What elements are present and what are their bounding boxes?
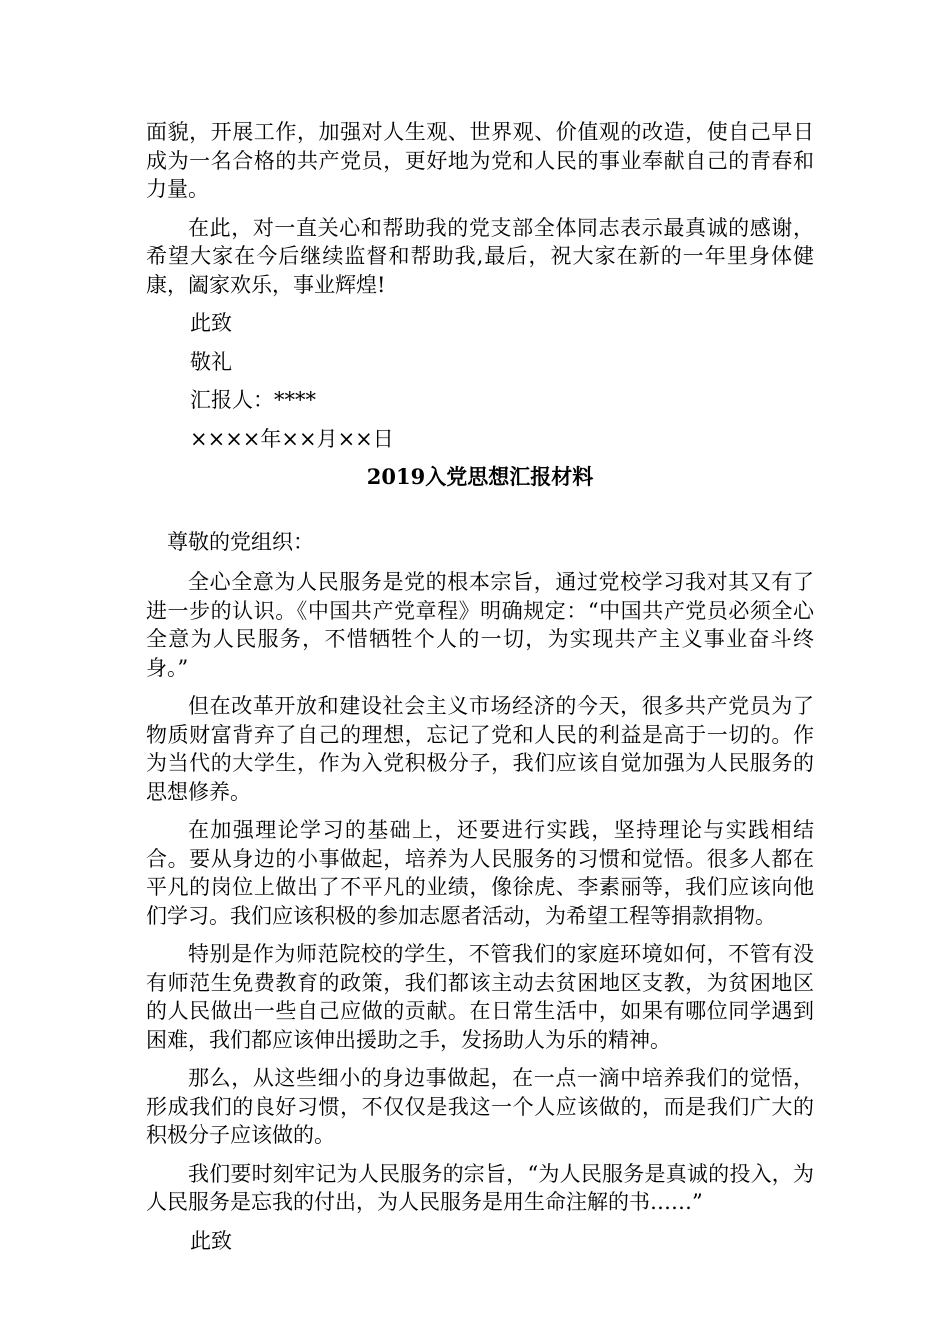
body-paragraph: 特别是作为师范院校的学生，不管我们的家庭环境如何，不管有没有师范生免费教育的政策，我们都该主动去贫困地区支教，为贫困地区的人民做出一些自己应做的贡献。在日常生活中，如果有哪位同学遇到困难，我们都应该伸出援助之手，发扬助人为乐的精神。: [146, 942, 814, 1052]
closing-cizhi: 此致: [190, 311, 232, 335]
report-title: 2019入党思想汇报材料: [366, 464, 594, 489]
closing-cizhi-2: 此致: [190, 1228, 232, 1253]
reporter-line: 汇报人：****: [190, 388, 316, 412]
body-paragraph: 全心全意为人民服务是党的根本宗旨，通过党校学习我对其又有了进一步的认识。《中国共产党章程》明确规定：“中国共产党员必须全心全意为人民服务，不惜牺牲个人的一切，为实现共产主义事业奋斗终身。”: [146, 570, 814, 680]
date-line: ××××年××月××日: [190, 426, 394, 451]
body-paragraph: 那么，从这些细小的身边事做起，在一点一滴中培养我们的觉悟，形成我们的良好习惯，不仅仅是我这一个人应该做的，而是我们广大的积极分子应该做的。: [146, 1066, 814, 1147]
thanks-paragraph: 在此，对一直关心和帮助我的党支部全体同志表示最真诚的感谢，希望大家在今后继续监督和帮助我,最后，祝大家在新的一年里身体健康，阖家欢乐，事业辉煌!: [146, 215, 814, 297]
body-paragraph: 但在改革开放和建设社会主义市场经济的今天，很多共产党员为了物质财富背弃了自己的理想，忘记了党和人民的利益是高于一切的。作为当代的大学生，作为入党积极分子，我们应该自觉加强为人民服务的思想修养。: [146, 694, 814, 804]
salutation: 尊敬的党组织：: [167, 529, 314, 554]
body-paragraph: 我们要时刻牢记为人民服务的宗旨，“为人民服务是真诚的投入，为人民服务是忘我的付出，为人民服务是用生命注解的书……”: [146, 1161, 814, 1214]
closing-jingli: 敬礼: [190, 349, 232, 374]
body-paragraph: 在加强理论学习的基础上，还要进行实践，坚持理论与实践相结合。要从身边的小事做起，培养为人民服务的习惯和觉悟。很多人都在平凡的岗位上做出了不平凡的业绩，像徐虎、李素丽等，我们应该向他们学习。我们应该积极的参加志愿者活动，为希望工程等捐款捐物。: [146, 818, 814, 928]
continued-paragraph: 面貌，开展工作，加强对人生观、世界观、价值观的改造，使自己早日成为一名合格的共产党员，更好地为党和人民的事业奉献自己的青春和力量。: [146, 120, 814, 201]
document-page: [146, 118, 814, 1265]
